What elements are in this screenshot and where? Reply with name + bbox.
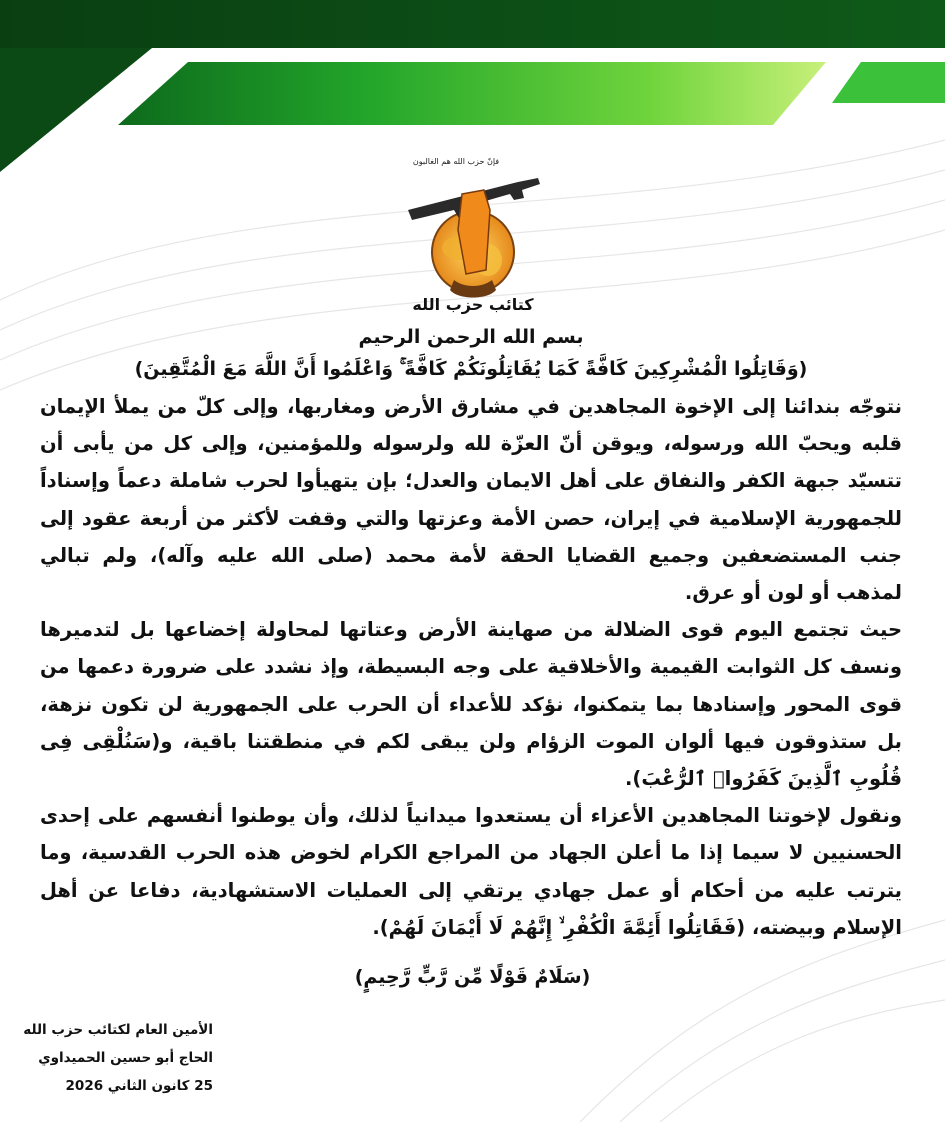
header-dark-band xyxy=(0,0,945,48)
header-left-wedge xyxy=(0,48,152,172)
closing-verse: (سَلَامٌ قَوْلًا مِّن رَّبٍّ رَّحِيمٍ) xyxy=(354,966,591,988)
signature-title: الأمين العام لكتائب حزب الله xyxy=(23,1022,213,1038)
signature-name: الحاج أبو حسين الحميداوي xyxy=(38,1050,213,1066)
organization-emblem-icon xyxy=(398,150,548,318)
opening-verse: (وَقَاتِلُوا الْمُشْرِكِينَ كَافَّةً كَمَا يُقَاتِلُونَكُمْ كَافَّةً ۚ وَاعْلَمُوا أَنَّ اللَّهَ مَعَ الْمُتَّقِينَ) xyxy=(134,358,808,380)
header-banner xyxy=(0,0,945,175)
emblem-banner-text: فإنّ حزب الله هم الغالبون xyxy=(412,157,500,166)
paragraph-call-to-mujahideen: نتوجّه بندائنا إلى الإخوة المجاهدين في مشارق الأرض ومغاربها، وإلى كلّ من يملأ الإيمان قلبه ويحبّ الله ورسوله، ويوقن أنّ العزّة لله ولرسوله وللمؤمنين، وإلى كل من يأبى أن تتسيّد جبهة الكفر والنفاق على أهل الايمان والعدل؛ بإن يتهيأوا لحرب شاملة دعماً وإسناداً للجمهورية الإسلامية في إيران، حصن الأمة وعزتها والتي وقفت لأكثر من أربعة عقود إلى جنب المستضعفين وجميع القضايا الحقة لأمة محمد (صلى الله عليه وآله)، ولم تبالي لمذهب أو لون أو عرق. xyxy=(40,395,902,605)
signature-block xyxy=(23,1016,213,1100)
header-right-bar xyxy=(832,62,945,103)
header-main-bar xyxy=(118,62,826,125)
emblem-caption: كتائب حزب الله xyxy=(412,295,534,314)
statement-body xyxy=(40,322,902,946)
paragraph-warning-to-enemies: حيث تجتمع اليوم قوى الضلالة من صهاينة الأرض وعتاتها لمحاولة إخضاعها بل لتدميرها ونسف كل الثوابت القيمية والأخلاقية على وجه البسيطة، وإذ نشدد على ضرورة دعمها من قوى المحور وإسنادها بما يتمكنوا، نؤكد للأعداء أن الحرب على الجمهورية لن تكون نزهة، بل ستذوقون فيها ألوان الموت الزؤام ولن يبقى لكم في منطقتنا باقية، و(سَنُلْقِى فِى قُلُوبِ ٱلَّذِينَ كَفَرُوا۟ ٱلرُّعْبَ). xyxy=(40,618,902,791)
signature-date: 25 كانون الثاني 2026 xyxy=(65,1078,213,1094)
basmala-heading: بسم الله الرحمن الرحيم xyxy=(358,326,584,348)
paragraph-readiness: ونقول لإخوتنا المجاهدين الأعزاء أن يستعدوا ميدانياً لذلك، وأن يوطنوا أنفسهم على إحدى الحسنيين لا سيما إذا ما أعلن الجهاد من المراجع الكرام لخوض هذه الحرب القدسية، وما يترتب عليه من أحكام أو عمل جهادي يرتقي إلى العمليات الاستشهادية، دفاعا عن أهل الإسلام وبيضته، (فَقَاتِلُوا أَئِمَّةَ الْكُفْرِ ۙ إِنَّهُمْ لَا أَيْمَانَ لَهُمْ). xyxy=(40,804,902,939)
